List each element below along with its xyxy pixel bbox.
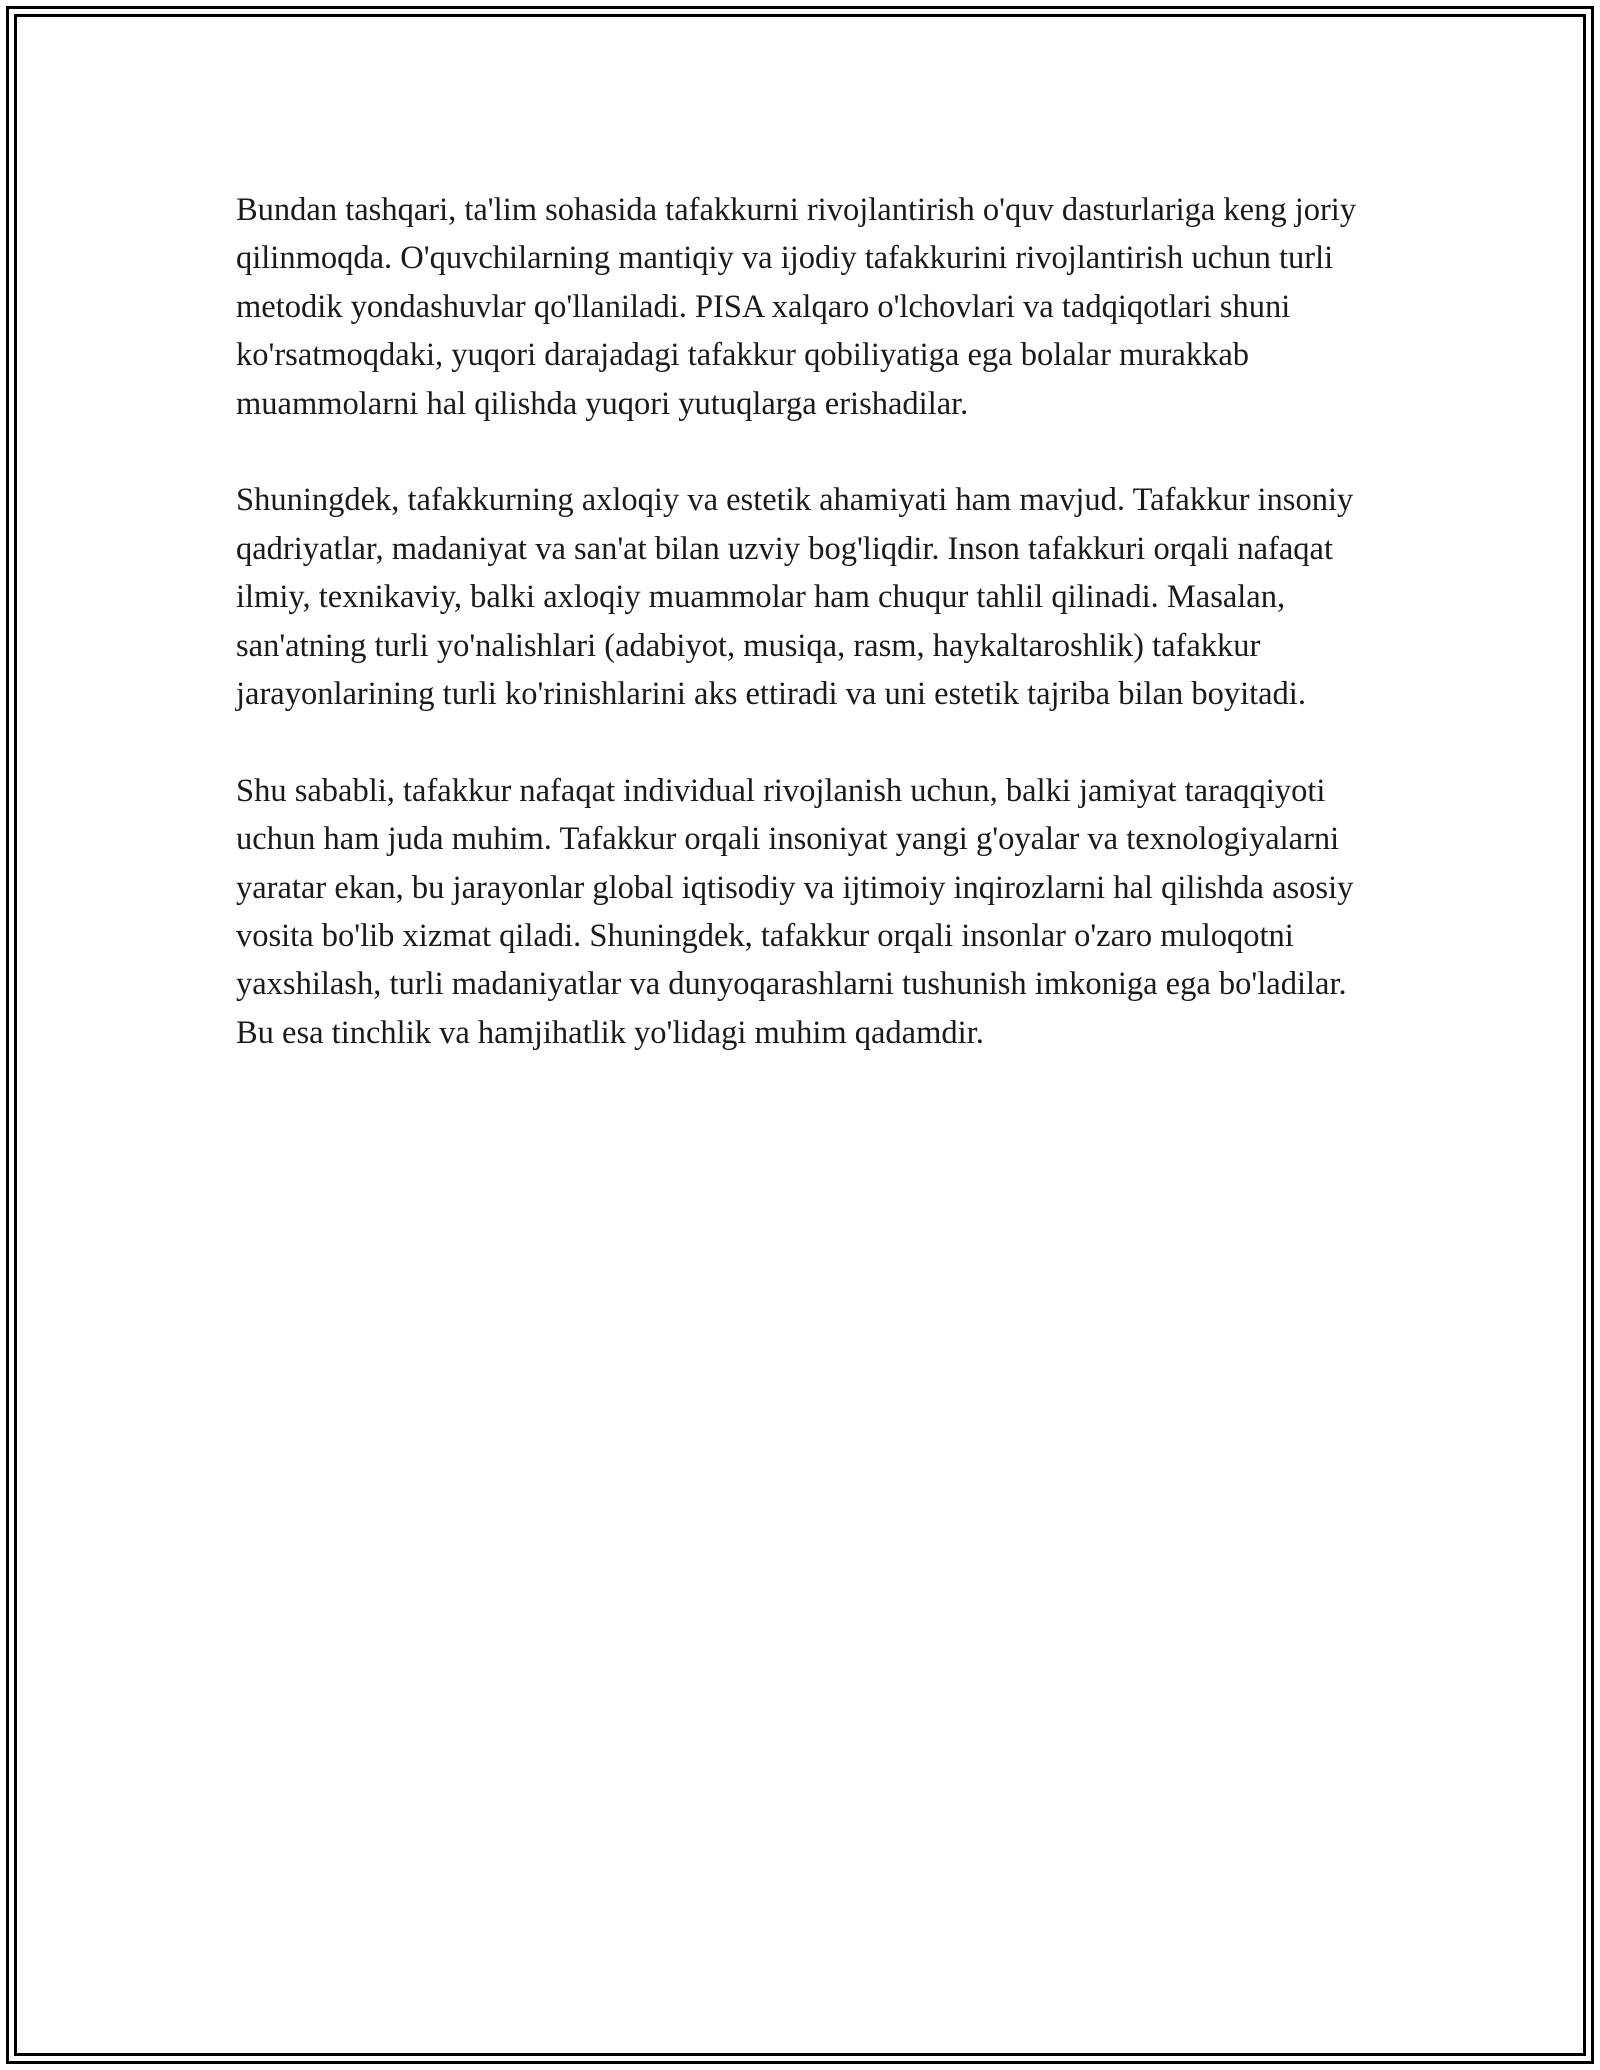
document-body	[236, 186, 1366, 1106]
paragraph-3: Shu sababli, tafakkur nafaqat individual rivojlanish uchun, balki jamiyat taraqqiyoti uchun ham juda muhim. Tafakkur orqali insoniyat yangi g'oyalar va texnologiyalarni yaratar ekan, bu jarayonlar global iqtisodiy va ijtimoiy inqirozlarni hal qilishda asosiy vosita bo'lib xizmat qiladi. Shuningdek, tafakkur orqali insonlar o'zaro muloqotni yaxshilash, turli madaniyatlar va dunyoqarashlarni tushunish imkoniga ega bo'ladilar. Bu esa tinchlik va hamjihatlik yo'lidagi muhim qadamdir.	[236, 772, 1354, 1051]
paragraph-2: Shuningdek, tafakkurning axloqiy va estetik ahamiyati ham mavjud. Tafakkur insoniy qadriyatlar, madaniyat va san'at bilan uzviy bog'liqdir. Inson tafakkuri orqali nafaqat ilmiy, texnikaviy, balki axloqiy muammolar ham chuqur tahlil qilinadi. Masalan, san'atning turli yo'nalishlari (adabiyot, musiqa, rasm, haykaltaroshlik) tafakkur jarayonlarining turli ko'rinishlarini aks ettiradi va uni estetik tajriba bilan boyitadi.	[236, 482, 1354, 713]
paragraph-1: Bundan tashqari, ta'lim sohasida tafakkurni rivojlantirish o'quv dasturlariga keng joriy qilinmoqda. O'quvchilarning mantiqiy va ijodiy tafakkurini rivojlantirish uchun turli metodik yondashuvlar qo'llaniladi. PISA xalqaro o'lchovlari va tadqiqotlari shuni ko'rsatmoqdaki, yuqori darajadagi tafakkur qobiliyatiga ega bolalar murakkab muammolarni hal qilishda yuqori yutuqlarga erishadilar.	[236, 192, 1357, 422]
